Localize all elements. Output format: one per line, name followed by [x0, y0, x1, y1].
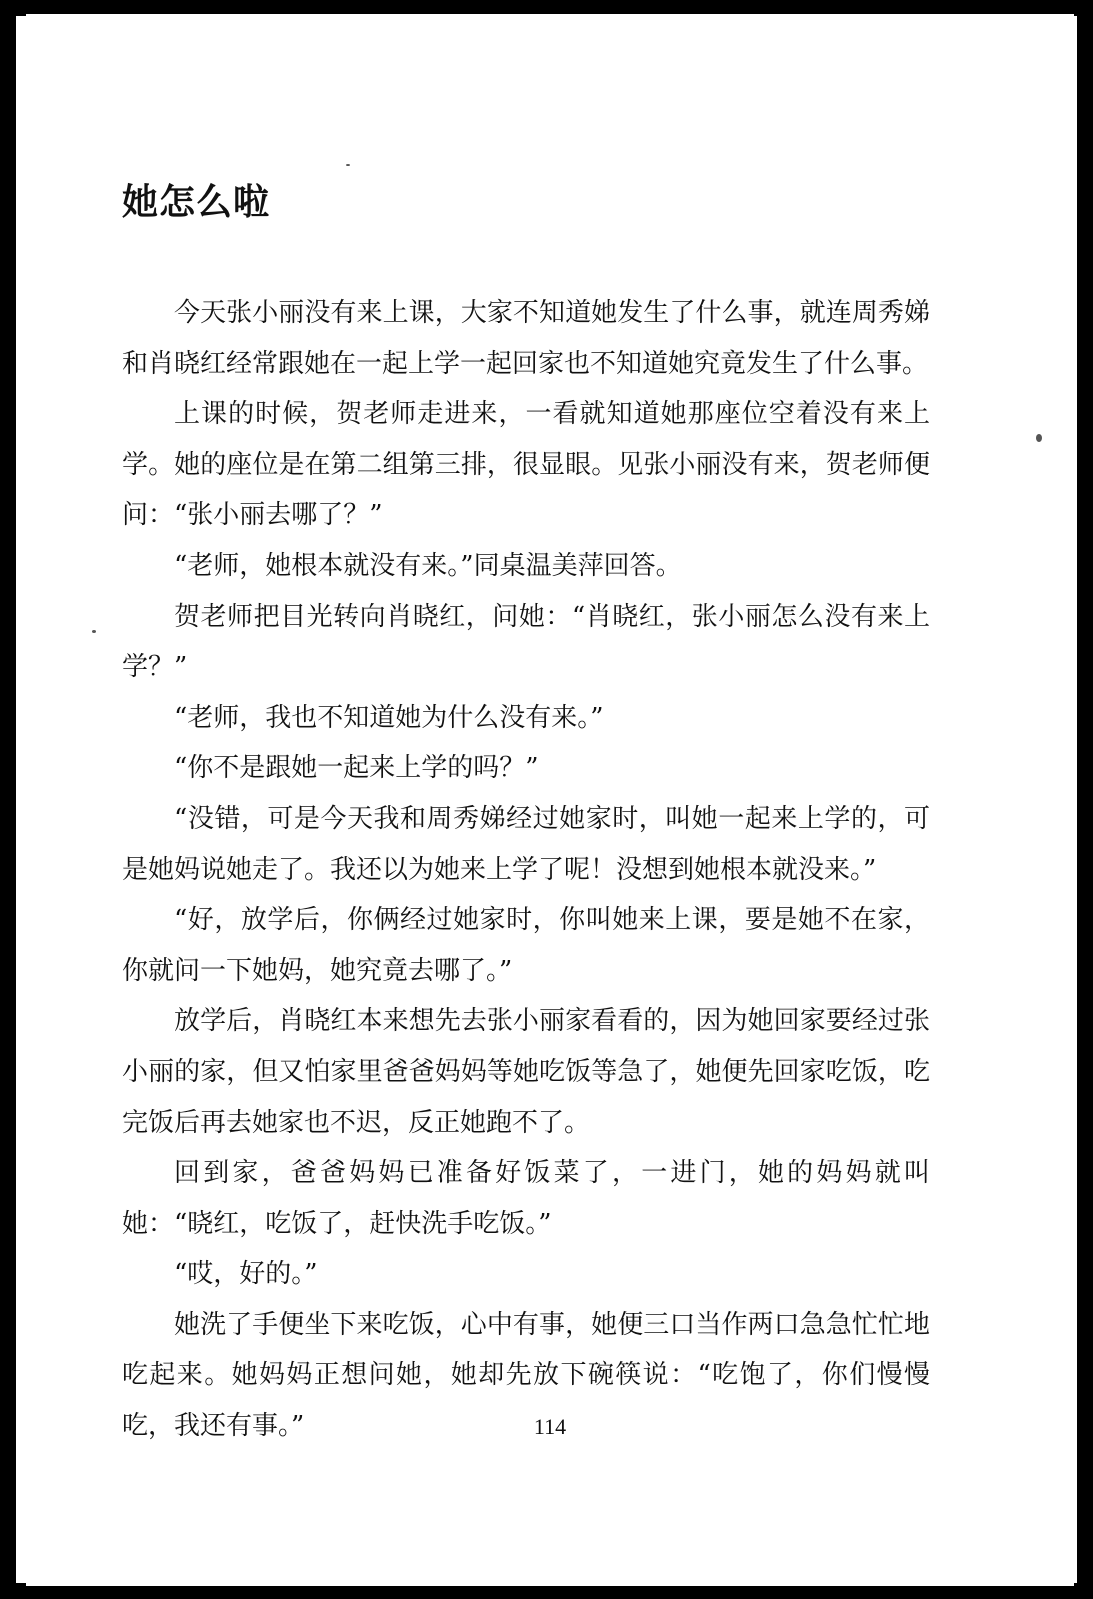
paragraph: “老师，她根本就没有来。”同桌温美萍回答。	[174, 550, 682, 581]
page-number: 114	[533, 1414, 567, 1439]
paragraph: 放学后，肖晓红本来想先去张小丽家看看的，因为她回家要经过张小丽的家，但又怕家里爸爸妈妈等她吃饭等急了，她便先回家吃饭，吃完饭后再去她家也不迟，反正她跑不了。	[122, 1006, 930, 1138]
paragraph: 今天张小丽没有来上课，大家不知道她发生了什么事，就连周秀娣和肖晓红经常跟她在一起上学一起回家也不知道她究竟发生了什么事。	[122, 298, 930, 379]
paragraph: 贺老师把目光转向肖晓红，问她：“肖晓红，张小丽怎么没有来上学？”	[122, 601, 930, 683]
scan-speck	[346, 164, 350, 166]
chapter-title: 她怎么啦	[122, 182, 271, 223]
book-page	[26, 14, 1074, 1586]
paragraph: “没错，可是今天我和周秀娣经过她家时，叫她一起来上学的，可是她妈说她走了。我还以为她来上学了呢！没想到她根本就没来。”	[122, 803, 930, 885]
paragraph: 上课的时候，贺老师走进来，一看就知道她那座位空着没有来上学。她的座位是在第二组第三排，很显眼。见张小丽没有来，贺老师便问：“张小丽去哪了？”	[122, 399, 930, 531]
paragraph: “老师，我也不知道她为什么没有来。”	[174, 702, 604, 733]
paragraph: “好，放学后，你俩经过她家时，你叫她来上课，要是她不在家，你就问一下她妈，她究竟去哪了。”	[122, 905, 930, 986]
scan-speck	[1036, 434, 1042, 442]
paragraph: “你不是跟她一起来上学的吗？”	[174, 753, 539, 784]
paragraph: 回到家，爸爸妈妈已准备好饭菜了，一进门，她的妈妈就叫她：“晓红，吃饭了，赶快洗手吃饭。”	[122, 1158, 930, 1239]
body-text	[122, 288, 930, 1452]
scan-speck	[92, 630, 96, 633]
paragraph: 她洗了手便坐下来吃饭，心中有事，她便三口当作两口急急忙忙地吃起来。她妈妈正想问她，她却先放下碗筷说：“吃饱了，你们慢慢吃，我还有事。”	[122, 1309, 930, 1442]
paragraph: “哎，好的。”	[174, 1259, 318, 1290]
